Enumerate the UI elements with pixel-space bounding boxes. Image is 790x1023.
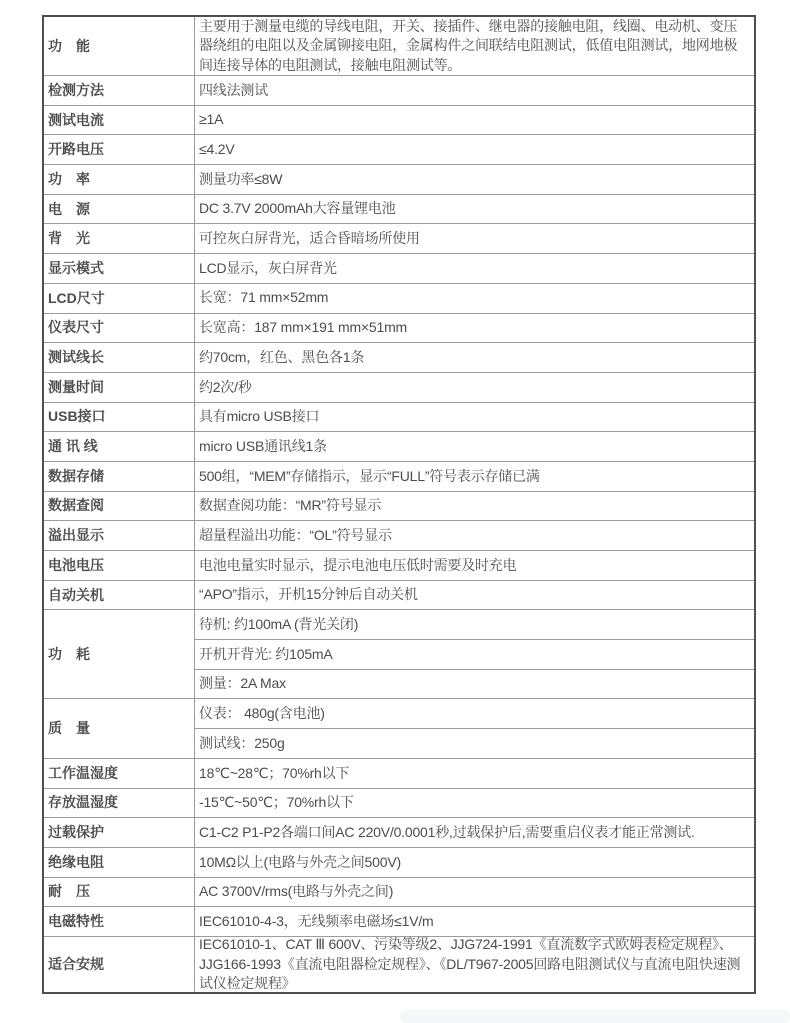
spec-label: 数据查阅 — [44, 492, 195, 521]
spec-value: LCD显示，灰白屏背光 — [199, 259, 337, 276]
spec-row-auto-power-off — [44, 580, 754, 610]
spec-row-emc — [44, 906, 754, 936]
spec-row-weight — [44, 698, 754, 757]
spec-label: 存放温湿度 — [44, 789, 195, 818]
spec-value: 超量程溢出功能：“OL”符号显示 — [199, 526, 392, 543]
spec-label: 检测方法 — [44, 76, 195, 105]
spec-value: micro USB通讯线1条 — [199, 437, 327, 454]
spec-subvalue-standby: 待机: 约100mA (背光关闭) — [199, 616, 359, 633]
spec-value: ≤4.2V — [199, 141, 235, 158]
spec-row-safety-standards — [44, 936, 754, 992]
spec-subvalue-backlight-on: 开机开背光: 约105mA — [195, 639, 754, 669]
spec-value: 具有micro USB接口 — [199, 408, 320, 425]
spec-label: 测量时间 — [44, 373, 195, 402]
spec-row-power-consumption — [44, 609, 754, 698]
spec-value: ≥1A — [199, 111, 224, 128]
spec-label: 通 讯 线 — [44, 432, 195, 461]
spec-subvalue-lead-weight: 测试线：250g — [195, 728, 754, 758]
spec-label: 功 耗 — [44, 610, 195, 698]
spec-row-measure-time — [44, 372, 754, 402]
spec-label: 质 量 — [44, 699, 195, 757]
spec-label: 仪表尺寸 — [44, 314, 195, 343]
spec-value: “APO”指示，开机15分钟后自动关机 — [199, 586, 418, 603]
spec-row-open-circuit-voltage — [44, 134, 754, 164]
spec-row-test-lead-length — [44, 342, 754, 372]
spec-label: 自动关机 — [44, 581, 195, 610]
spec-row-working-temp-humidity — [44, 758, 754, 788]
spec-value: 测量功率≤8W — [199, 170, 283, 187]
spec-row-withstand-voltage — [44, 877, 754, 907]
spec-label: 适合安规 — [44, 937, 195, 992]
spec-value: 18℃~28℃；70%rh以下 — [199, 764, 350, 781]
spec-row-test-current — [44, 105, 754, 135]
spec-row-usb-port — [44, 402, 754, 432]
spec-row-power-supply — [44, 194, 754, 224]
spec-row-storage-temp-humidity — [44, 788, 754, 818]
spec-value: C1-C2 P1-P2各端口间AC 220V/0.0001秒,过载保护后,需要重启仪表才能正常测试. — [199, 823, 695, 840]
spec-label: 溢出显示 — [44, 521, 195, 550]
spec-label: 电 源 — [44, 195, 195, 224]
spec-subvalue-meter-weight: 仪表： 480g(含电池) — [199, 705, 325, 722]
spec-label: 显示模式 — [44, 254, 195, 283]
spec-row-comm-cable — [44, 431, 754, 461]
spec-subvalue-measuring: 测量：2A Max — [195, 669, 754, 699]
spec-label: 数据存储 — [44, 462, 195, 491]
product-spec-table — [42, 15, 756, 994]
spec-value: 四线法测试 — [199, 81, 268, 98]
spec-row-backlight — [44, 223, 754, 253]
spec-label: 绝缘电阻 — [44, 848, 195, 877]
spec-label: 测试电流 — [44, 106, 195, 135]
spec-row-test-method — [44, 75, 754, 105]
spec-value: AC 3700V/rms(电路与外壳之间) — [199, 883, 394, 900]
spec-value: 长宽：71 mm×52mm — [199, 289, 329, 306]
spec-row-data-storage — [44, 461, 754, 491]
spec-value: 电池电量实时显示，提示电池电压低时需要及时充电 — [199, 556, 517, 573]
spec-label: 耐 压 — [44, 878, 195, 907]
spec-row-overflow-display — [44, 520, 754, 550]
spec-value: 主要用于测量电缆的导线电阻，开关、接插件、继电器的接触电阻，线圈、电动机、变压器绕组的电阻以及金属铆接电阻，金属构件之间联结电阻测试，低值电阻测试，地网地极间连接导体的电阻测试，接触电阻测试等。 — [199, 17, 738, 73]
spec-row-display-mode — [44, 253, 754, 283]
spec-value: 约70cm，红色、黑色各1条 — [199, 348, 365, 365]
spec-value: -15℃~50℃；70%rh以下 — [199, 794, 354, 811]
spec-row-data-review — [44, 491, 754, 521]
spec-row-battery-voltage — [44, 550, 754, 580]
spec-value: 可控灰白屏背光，适合昏暗场所使用 — [199, 230, 420, 247]
spec-value: 10MΩ以上(电路与外壳之间500V) — [199, 853, 401, 870]
spec-label: 电磁特性 — [44, 907, 195, 936]
spec-label: 功 率 — [44, 165, 195, 194]
spec-value: DC 3.7V 2000mAh大容量锂电池 — [199, 200, 396, 217]
spec-value: 长宽高：187 mm×191 mm×51mm — [199, 319, 407, 336]
spec-value-group — [195, 610, 754, 698]
spec-row-lcd-size — [44, 283, 754, 313]
spec-value-group — [195, 699, 754, 757]
spec-label: 背 光 — [44, 224, 195, 253]
spec-label: USB接口 — [44, 403, 195, 432]
spec-row-insulation-resistance — [44, 847, 754, 877]
spec-label: 开路电压 — [44, 135, 195, 164]
spec-label: 测试线长 — [44, 343, 195, 372]
spec-row-overload-protection — [44, 817, 754, 847]
spec-value: IEC61010-4-3，无线频率电磁场≤1V/m — [199, 912, 434, 929]
spec-row-meter-size — [44, 313, 754, 343]
spec-label: LCD尺寸 — [44, 284, 195, 313]
spec-label: 工作温湿度 — [44, 759, 195, 788]
horizontal-scrollbar-thumb[interactable] — [400, 1010, 790, 1023]
spec-row-power — [44, 164, 754, 194]
spec-label: 电池电压 — [44, 551, 195, 580]
spec-label: 功 能 — [44, 17, 195, 75]
spec-value: IEC61010-1、CAT Ⅲ 600V、污染等级2、JJG724-1991《直流数字式欧姆表检定规程》、JJG166-1993《直流电阻器检定规程》、《DL/T967-2005回路电阻测试仪与直流电阻快速测试仪检定规程》 — [199, 936, 741, 992]
spec-value: 约2次/秒 — [199, 378, 252, 395]
spec-value: 500组，“MEM”存储指示，显示“FULL”符号表示存储已满 — [199, 467, 540, 484]
spec-label: 过载保护 — [44, 818, 195, 847]
spec-row-function — [44, 17, 754, 75]
spec-value: 数据查阅功能：“MR”符号显示 — [199, 497, 382, 514]
